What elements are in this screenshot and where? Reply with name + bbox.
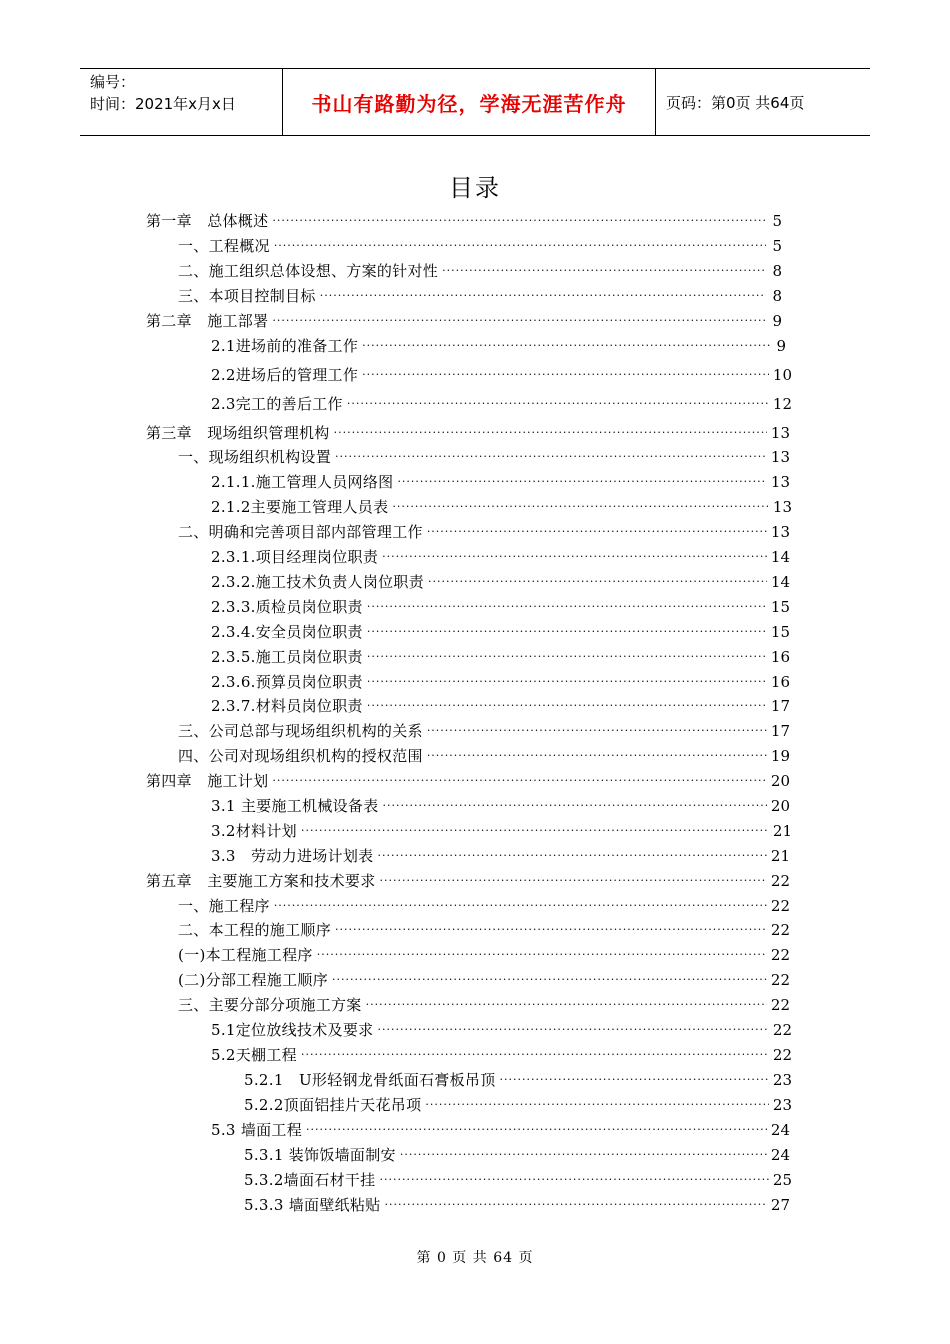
toc-leader-dots xyxy=(335,920,767,940)
toc-entry-label: 5.3 墙面工程 xyxy=(211,1121,303,1139)
toc-leader-dots xyxy=(427,746,767,766)
toc-entry-page: 22 xyxy=(770,872,790,890)
toc-entry-page: 17 xyxy=(770,722,790,740)
toc-leader-dots xyxy=(428,572,767,592)
toc-entry[interactable] xyxy=(178,286,782,306)
toc-entry[interactable] xyxy=(211,796,790,816)
toc-leader-dots xyxy=(400,1145,767,1165)
toc-entry-page: 12 xyxy=(772,395,792,413)
toc-entry-page: 22 xyxy=(770,971,790,989)
page-header xyxy=(80,68,870,136)
toc-entry-label: 三、本项目控制目标 xyxy=(178,287,316,305)
toc-entry-label: 第二章 施工部署 xyxy=(146,312,269,330)
toc-entry-label: (一)本工程施工程序 xyxy=(178,946,313,964)
page-title: 目录 xyxy=(449,174,501,202)
toc-leader-dots xyxy=(377,1020,768,1040)
header-number: 编号： xyxy=(90,73,136,91)
toc-entry-label: 一、现场组织机构设置 xyxy=(178,448,332,466)
toc-leader-dots xyxy=(367,597,767,617)
toc-entry[interactable] xyxy=(146,311,782,331)
toc-entry[interactable] xyxy=(178,945,790,965)
toc-entry-page: 5 xyxy=(772,237,782,255)
toc-entry[interactable] xyxy=(211,365,792,385)
toc-entry[interactable] xyxy=(211,1120,790,1140)
toc-entry-label: 三、主要分部分项施工方案 xyxy=(178,996,362,1014)
toc-entry-label: 2.3.7.材料员岗位职责 xyxy=(211,697,363,715)
toc-entry[interactable] xyxy=(211,597,790,617)
toc-entry[interactable] xyxy=(211,647,790,667)
toc-entry-page: 21 xyxy=(772,822,792,840)
toc-entry[interactable] xyxy=(211,394,792,414)
toc-entry-page: 17 xyxy=(770,697,790,715)
toc-entry[interactable] xyxy=(178,236,782,256)
toc-entry-label: 第四章 施工计划 xyxy=(146,772,269,790)
toc-leader-dots xyxy=(332,970,767,990)
toc-leader-dots xyxy=(317,945,767,965)
toc-entry-label: 3.1 主要施工机械设备表 xyxy=(211,797,379,815)
toc-leader-dots xyxy=(427,721,767,741)
toc-entry[interactable] xyxy=(211,547,790,567)
toc-entry-page: 13 xyxy=(770,424,790,442)
toc-entry-label: 2.3.4.安全员岗位职责 xyxy=(211,623,363,641)
toc-leader-dots xyxy=(362,365,769,385)
toc-entry-page: 8 xyxy=(772,262,782,280)
toc-entry-label: 一、工程概况 xyxy=(178,237,270,255)
toc-entry-page: 22 xyxy=(770,996,790,1014)
toc-leader-dots xyxy=(301,821,769,841)
toc-leader-dots xyxy=(367,647,767,667)
toc-entry[interactable] xyxy=(211,572,790,592)
toc-leader-dots xyxy=(377,846,766,866)
toc-entry-label: 2.1.2主要施工管理人员表 xyxy=(211,498,389,516)
toc-entry-label: 一、施工程序 xyxy=(178,897,270,915)
header-meta xyxy=(80,69,282,135)
toc-leader-dots xyxy=(320,286,766,306)
toc-entry[interactable] xyxy=(244,1170,792,1190)
toc-entry-page: 22 xyxy=(770,921,790,939)
toc-entry-page: 13 xyxy=(770,523,790,541)
toc-entry-label: 5.1定位放线技术及要求 xyxy=(211,1021,374,1039)
header-motto: 书山有路勤为径，学海无涯苦作舟 xyxy=(282,69,656,135)
toc-entry-page: 24 xyxy=(770,1146,790,1164)
toc-entry-label: 5.2.2顶面铝挂片天花吊项 xyxy=(244,1096,422,1114)
toc-entry[interactable] xyxy=(244,1095,792,1115)
toc-entry-page: 21 xyxy=(770,847,790,865)
toc-entry[interactable] xyxy=(244,1195,790,1215)
toc-entry-label: 四、公司对现场组织机构的授权范围 xyxy=(178,747,423,765)
toc-entry[interactable] xyxy=(146,871,790,891)
toc-entry-label: 5.3.1 装饰饭墙面制安 xyxy=(244,1146,396,1164)
toc-leader-dots xyxy=(380,871,767,891)
toc-entry-label: 二、明确和完善项目部内部管理工作 xyxy=(178,523,423,541)
toc-leader-dots xyxy=(272,211,766,231)
toc-entry-label: 2.1进场前的准备工作 xyxy=(211,337,359,355)
header-page-info: 页码：第0页 共64页 xyxy=(666,93,805,112)
toc-entry[interactable] xyxy=(178,721,790,741)
toc-leader-dots xyxy=(272,771,767,791)
toc-entry-page: 9 xyxy=(772,312,782,330)
toc-entry-label: (二)分部工程施工顺序 xyxy=(178,971,329,989)
toc-entry-page: 19 xyxy=(770,747,790,765)
toc-leader-dots xyxy=(306,1120,767,1140)
toc-entry[interactable] xyxy=(211,472,790,492)
toc-entry[interactable] xyxy=(178,447,790,467)
toc-entry-page: 22 xyxy=(772,1021,792,1039)
toc-leader-dots xyxy=(274,896,767,916)
toc-entry[interactable] xyxy=(244,1145,790,1165)
header-time: 时间：2021年x月x日 xyxy=(90,95,236,113)
toc-entry-label: 二、施工组织总体设想、方案的针对性 xyxy=(178,262,439,280)
toc-entry-page: 23 xyxy=(772,1096,792,1114)
toc-entry[interactable] xyxy=(211,821,792,841)
toc-leader-dots xyxy=(347,394,769,414)
toc-entry[interactable] xyxy=(211,497,792,517)
toc-entry-page: 15 xyxy=(770,598,790,616)
toc-entry[interactable] xyxy=(178,896,790,916)
toc-entry-label: 2.3.3.质检员岗位职责 xyxy=(211,598,363,616)
toc-entry-page: 16 xyxy=(770,648,790,666)
toc-leader-dots xyxy=(383,796,767,816)
toc-leader-dots xyxy=(397,472,766,492)
toc-leader-dots xyxy=(272,311,766,331)
toc-entry-page: 13 xyxy=(770,473,790,491)
toc-entry-label: 第三章 现场组织管理机构 xyxy=(146,424,330,442)
toc-leader-dots xyxy=(382,547,767,567)
toc-entry-label: 5.3.3 墙面壁纸粘贴 xyxy=(244,1196,381,1214)
toc-leader-dots xyxy=(362,336,770,356)
toc-entry-label: 2.3.1.项目经理岗位职责 xyxy=(211,548,379,566)
toc-entry-label: 2.3完工的善后工作 xyxy=(211,395,343,413)
toc-entry[interactable] xyxy=(211,672,790,692)
toc-entry-page: 9 xyxy=(776,337,786,355)
toc-entry-page: 10 xyxy=(772,366,792,384)
toc-entry-page: 14 xyxy=(770,548,790,566)
toc-leader-dots xyxy=(442,261,766,281)
toc-entry-label: 3.3 劳动力进场计划表 xyxy=(211,847,374,865)
page-footer: 第 0 页 共 64 页 xyxy=(416,1250,534,1266)
toc-entry-label: 2.3.2.施工技术负责人岗位职责 xyxy=(211,573,425,591)
toc-entry-label: 2.1.1.施工管理人员网络图 xyxy=(211,473,394,491)
toc-leader-dots xyxy=(367,622,767,642)
toc-entry-label: 第一章 总体概述 xyxy=(146,212,269,230)
toc-entry-page: 15 xyxy=(770,623,790,641)
toc-leader-dots xyxy=(385,1195,767,1215)
toc-entry-page: 8 xyxy=(772,287,782,305)
toc-entry[interactable] xyxy=(211,846,790,866)
toc-entry-label: 二、本工程的施工顺序 xyxy=(178,921,332,939)
toc-entry-label: 2.3.6.预算员岗位职责 xyxy=(211,673,363,691)
toc-entry[interactable] xyxy=(178,920,790,940)
toc-entry-label: 2.2进场后的管理工作 xyxy=(211,366,359,384)
toc-entry[interactable] xyxy=(244,1070,792,1090)
toc-leader-dots xyxy=(379,1170,768,1190)
toc-leader-dots xyxy=(500,1070,769,1090)
toc-entry-label: 5.3.2墙面石材干挂 xyxy=(244,1171,376,1189)
toc-entry-label: 5.2.1 U形轻钢龙骨纸面石膏板吊顶 xyxy=(244,1071,496,1089)
toc-entry-page: 22 xyxy=(770,946,790,964)
toc-entry-page: 20 xyxy=(770,772,790,790)
toc-entry-page: 27 xyxy=(770,1196,790,1214)
toc-entry[interactable] xyxy=(211,696,790,716)
toc-entry-label: 3.2材料计划 xyxy=(211,822,297,840)
toc-leader-dots xyxy=(425,1095,769,1115)
toc-leader-dots xyxy=(367,672,767,692)
toc-entry[interactable] xyxy=(178,995,790,1015)
toc-leader-dots xyxy=(334,423,767,443)
toc-entry-page: 5 xyxy=(772,212,782,230)
toc-leader-dots xyxy=(367,696,767,716)
toc-entry[interactable] xyxy=(146,211,782,231)
toc-entry-label: 5.2天棚工程 xyxy=(211,1046,297,1064)
toc-leader-dots xyxy=(274,236,766,256)
toc-entry-page: 23 xyxy=(772,1071,792,1089)
toc-entry[interactable] xyxy=(211,336,786,356)
toc-entry-page: 13 xyxy=(772,498,792,516)
toc-entry-page: 13 xyxy=(770,448,790,466)
toc-leader-dots xyxy=(427,522,767,542)
toc-leader-dots xyxy=(366,995,767,1015)
toc-entry-page: 22 xyxy=(770,897,790,915)
toc-entry-label: 三、公司总部与现场组织机构的关系 xyxy=(178,722,423,740)
toc-leader-dots xyxy=(301,1045,769,1065)
toc-entry-page: 16 xyxy=(770,673,790,691)
toc-leader-dots xyxy=(392,497,769,517)
toc-entry[interactable] xyxy=(178,261,782,281)
toc-entry-page: 22 xyxy=(772,1046,792,1064)
toc-entry-page: 24 xyxy=(770,1121,790,1139)
toc-entry[interactable] xyxy=(211,1045,792,1065)
toc-entry-page: 20 xyxy=(770,797,790,815)
toc-entry-label: 第五章 主要施工方案和技术要求 xyxy=(146,872,376,890)
toc-entry[interactable] xyxy=(178,522,790,542)
toc-entry[interactable] xyxy=(178,746,790,766)
toc-entry[interactable] xyxy=(146,771,790,791)
toc-entry-label: 2.3.5.施工员岗位职责 xyxy=(211,648,363,666)
toc-entry-page: 25 xyxy=(772,1171,792,1189)
toc-entry[interactable] xyxy=(178,970,790,990)
toc-entry[interactable] xyxy=(146,423,790,443)
toc-entry[interactable] xyxy=(211,622,790,642)
toc-entry-page: 14 xyxy=(770,573,790,591)
toc-entry[interactable] xyxy=(211,1020,792,1040)
toc-leader-dots xyxy=(335,447,767,467)
